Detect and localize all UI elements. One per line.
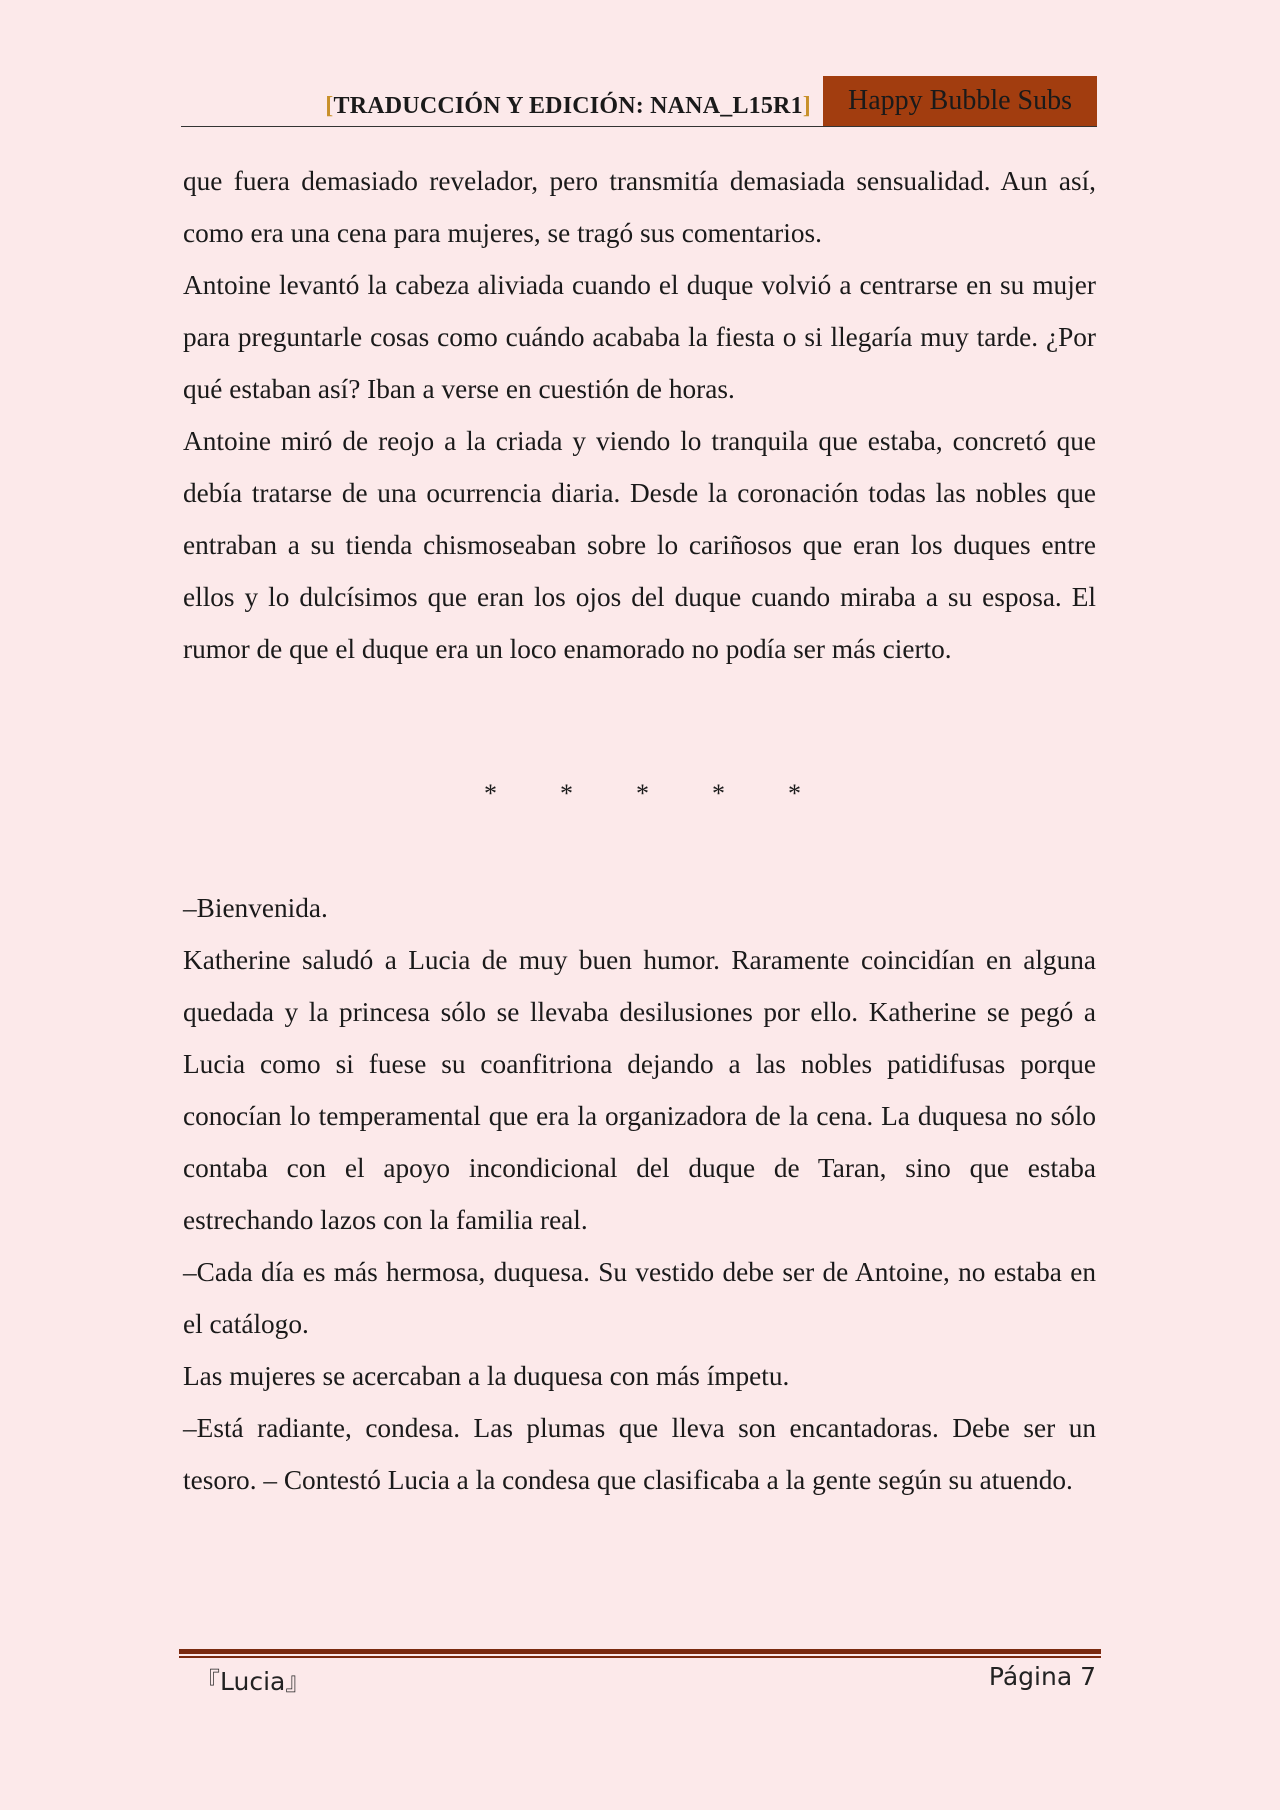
header-title-text: TRADUCCIÓN Y EDICIÓN: NANA_L15R1 <box>333 93 803 119</box>
separator-star: * <box>560 779 573 808</box>
footer-rule-thin <box>179 1656 1101 1658</box>
footer-rule <box>179 1649 1101 1654</box>
paragraph: Katherine saludó a Lucia de muy buen humor. Raramente coincidían en alguna quedada y la princesa sólo se llevaba desilusiones por ello. Katherine se pegó a Lucia como si fuese su coanfitriona dejando a las nobles patidifusas porque conocían lo temperamental que era la organizadora de la cena. La duquesa no sólo contaba con el apoyo incondicional del duque de Taran, sino que estaba estrechando lazos con la familia real. <box>183 945 1096 1235</box>
body-section-1 <box>183 155 1096 675</box>
paragraph: –Cada día es más hermosa, duquesa. Su vestido debe ser de Antoine, no estaba en el catálogo. <box>183 1257 1096 1339</box>
page-header <box>181 76 1097 127</box>
paragraph: Antoine levantó la cabeza aliviada cuando el duque volvió a centrarse en su mujer para preguntarle cosas como cuándo acababa la fiesta o si llegaría muy tarde. ¿Por qué estaban así? Iban a verse en cuestión de horas. <box>183 270 1096 404</box>
separator-star: * <box>712 779 725 808</box>
separator-star: * <box>788 779 801 808</box>
footer-book-title: 『Lucia』 <box>195 1667 311 1696</box>
paragraph: Antoine miró de reojo a la criada y viendo lo tranquila que estaba, concretó que debía tratarse de una ocurrencia diaria. Desde la coronación todas las nobles que entraban a su tienda chismoseaban sobre lo cariñosos que eran los duques entre ellos y lo dulcísimos que eran los ojos del duque cuando miraba a su esposa. El rumor de que el duque era un loco enamorado no podía ser más cierto. <box>183 426 1096 664</box>
header-bracket-open: [ <box>325 93 334 119</box>
separator-star: * <box>484 779 497 808</box>
paragraph: que fuera demasiado revelador, pero transmitía demasiada sensualidad. Aun así, como era una cena para mujeres, se tragó sus comentarios. <box>183 166 1096 248</box>
header-title <box>325 93 811 120</box>
scene-separator <box>0 779 1280 819</box>
paragraph: Las mujeres se acercaban a la duquesa con más ímpetu. <box>183 1361 790 1391</box>
paragraph: –Está radiante, condesa. Las plumas que lleva son encantadoras. Debe ser un tesoro. – Contestó Lucia a la condesa que clasificaba a la gente según su atuendo. <box>183 1413 1096 1495</box>
header-brand-box: Happy Bubble Subs <box>823 76 1097 126</box>
footer-page-number: Página 7 <box>988 1662 1096 1691</box>
body-section-2 <box>183 882 1096 1506</box>
header-bracket-close: ] <box>802 93 811 119</box>
separator-star: * <box>636 779 649 808</box>
paragraph: –Bienvenida. <box>183 893 328 923</box>
